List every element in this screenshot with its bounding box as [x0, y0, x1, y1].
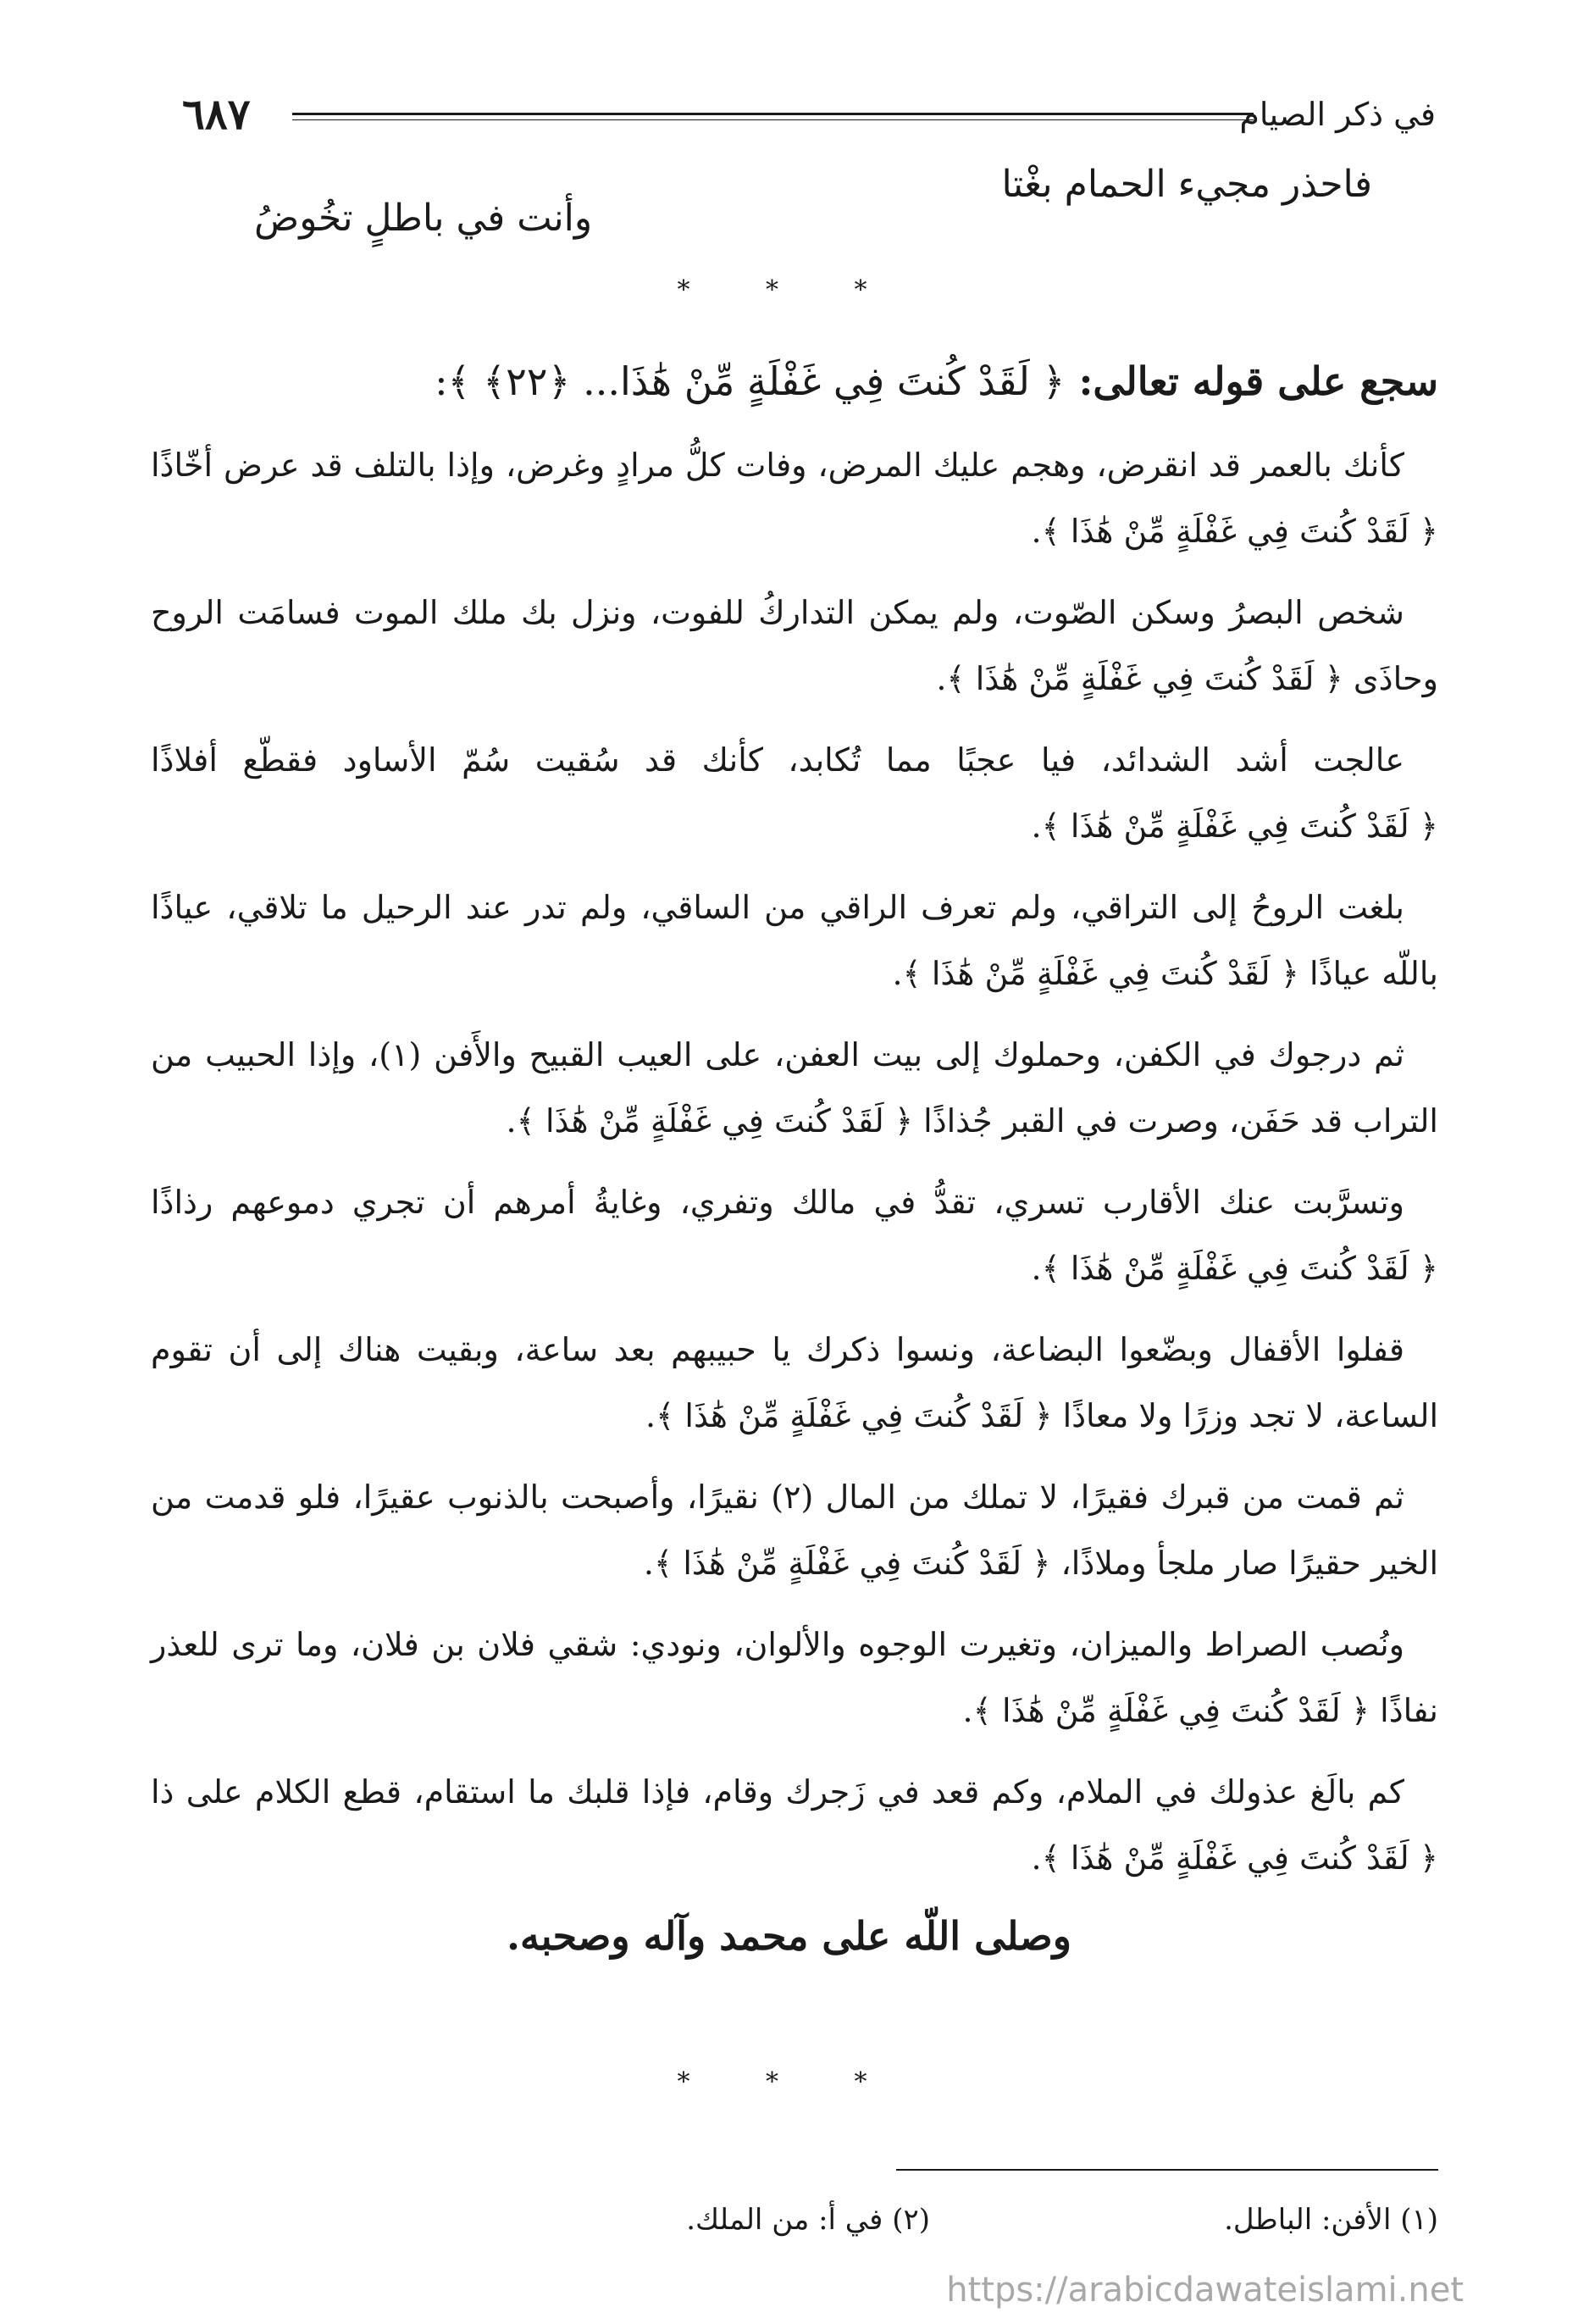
- paragraph: ثم قمت من قبرك فقيرًا، لا تملك من المال (٢) نقيرًا، وأصبحت بالذنوب عقيرًا، فلو قدمت من الخير حقيرًا صار ملجأ وملاذًا، ﴿ لَقَدْ كُنتَ فِي غَفْلَةٍ مِّنْ هَٰذَا ﴾.: [151, 1478, 1438, 1582]
- heading-label: سجع على قوله تعالى:: [1078, 358, 1438, 404]
- verse-first-hemistich: فاحذر مجيء الحمام بغْتا: [1001, 163, 1372, 206]
- quran-quote: ﴿ لَقَدْ كُنتَ فِي غَفْلَةٍ مِّنْ هَٰذَا ﴾.: [1031, 513, 1438, 550]
- quran-quote: ﴿ لَقَدْ كُنتَ فِي غَفْلَةٍ مِّنْ هَٰذَا ﴾.: [936, 660, 1343, 697]
- quran-quote: ﴿ لَقَدْ كُنتَ فِي غَفْلَةٍ مِّنْ هَٰذَا ﴾.: [1031, 1250, 1438, 1287]
- section-heading: [151, 352, 1438, 411]
- paragraph: كأنك بالعمر قد انقرض، وهجم عليك المرض، وفات كلُّ مرادٍ وغرض، وإذا بالتلف قد عرض أخّاذًا ﴿ لَقَدْ كُنتَ فِي غَفْلَةٍ مِّنْ هَٰذَا ﴾.: [151, 446, 1438, 550]
- paragraph: ثم درجوك في الكفن، وحملوك إلى بيت العفن، على العيب القبيح والأَفن (١)، وإذا الحبيب من التراب قد حَفَن، وصرت في القبر جُذاذًا ﴿ لَقَدْ كُنتَ فِي غَفْلَةٍ مِّنْ هَٰذَا ﴾.: [151, 1036, 1438, 1140]
- page-number: ٦٨٧: [182, 89, 251, 139]
- body-text: [151, 432, 1438, 1906]
- quran-quote: ﴿ لَقَدْ كُنتَ فِي غَفْلَةٍ مِّنْ هَٰذَا ﴾.: [1031, 1839, 1438, 1877]
- quran-quote: ﴿ لَقَدْ كُنتَ فِي غَفْلَةٍ مِّنْ هَٰذَا ﴾.: [892, 955, 1299, 992]
- verse-second-hemistich: وأنت في باطلٍ تخُوضُ: [254, 197, 593, 240]
- paragraph: بلغت الروحُ إلى التراقي، ولم تعرف الراقي من الساقي، ولم تدر عند الرحيل ما تلاقي، عياذًا باللّه عياذًا ﴿ لَقَدْ كُنتَ فِي غَفْلَةٍ مِّنْ هَٰذَا ﴾.: [151, 889, 1438, 992]
- section-separator-end: * * *: [677, 2067, 901, 2097]
- running-title: في ذكر الصيام: [1239, 96, 1436, 133]
- watermark-url: https://arabicdawateislami.net: [946, 2271, 1464, 2310]
- closing-prayer: وصلى اللّه على محمد وآله وصحبه.: [507, 1913, 1071, 1959]
- paragraph: عالجت أشد الشدائد، فيا عجبًا مما تُكابد، كأنك قد سُقيت سُمّ الأساود فقطّع أفلاذًا ﴿ لَقَدْ كُنتَ فِي غَفْلَةٍ مِّنْ هَٰذَا ﴾.: [151, 741, 1438, 845]
- quran-quote: ﴿ لَقَدْ كُنتَ فِي غَفْلَةٍ مِّنْ هَٰذَا ﴾.: [645, 1397, 1053, 1434]
- quran-quote: ﴿ لَقَدْ كُنتَ فِي غَفْلَةٍ مِّنْ هَٰذَا ﴾.: [962, 1692, 1370, 1729]
- quran-quote: ﴿ لَقَدْ كُنتَ فِي غَفْلَةٍ مِّنْ هَٰذَا ﴾.: [506, 1102, 914, 1140]
- paragraph: شخص البصرُ وسكن الصّوت، ولم يمكن التداركُ للفوت، ونزل بك ملك الموت فسامَت الروح وحاذَى ﴿ لَقَدْ كُنتَ فِي غَفْلَةٍ مِّنْ هَٰذَا ﴾.: [151, 594, 1438, 697]
- footnote-divider: [896, 2169, 1438, 2171]
- header-rule-thin: [292, 119, 1254, 120]
- section-separator: * * *: [677, 275, 901, 305]
- footnotes: [422, 2199, 1438, 2249]
- paragraph: قفلوا الأقفال وبضّعوا البضاعة، ونسوا ذكرك يا حبيبهم بعد ساعة، وبقيت هناك إلى أن تقوم الساعة، لا تجد وزرًا ولا معاذًا ﴿ لَقَدْ كُنتَ فِي غَفْلَةٍ مِّنْ هَٰذَا ﴾.: [151, 1331, 1438, 1434]
- quran-quote: ﴿ لَقَدْ كُنتَ فِي غَفْلَةٍ مِّنْ هَٰذَا ﴾.: [1031, 807, 1438, 845]
- paragraph: وتسرَّبت عنك الأقارب تسري، تقدُّ في مالك وتفري، وغايةُ أمرهم أن تجري دموعهم رذاذًا ﴿ لَقَدْ كُنتَ فِي غَفْلَةٍ مِّنْ هَٰذَا ﴾.: [151, 1184, 1438, 1287]
- poem-verse: [254, 161, 1372, 254]
- paragraph: ونُصب الصراط والميزان، وتغيرت الوجوه والألوان، ونودي: شقي فلان بن فلان، وما ترى للعذر نفاذًا ﴿ لَقَدْ كُنتَ فِي غَفْلَةٍ مِّنْ هَٰذَا ﴾.: [151, 1626, 1438, 1729]
- footnote-1: (١) الأفن: الباطل.: [1224, 2203, 1438, 2237]
- footnote-2: (٢) في أ: من الملك.: [686, 2203, 930, 2237]
- page-header: [182, 89, 1436, 140]
- header-rule: [292, 113, 1254, 115]
- quran-quote: ﴿ لَقَدْ كُنتَ فِي غَفْلَةٍ مِّنْ هَٰذَا ﴾.: [643, 1545, 1051, 1582]
- heading-quran-quote: ﴿ لَقَدْ كُنتَ فِي غَفْلَةٍ مِّنْ هَٰذَا... ﴿٢٢﴾ ﴾:: [435, 358, 1066, 404]
- paragraph: كم بالَغ عذولك في الملام، وكم قعد في زَجرك وقام، فإذا قلبك ما استقام، قطع الكلام على ذا ﴿ لَقَدْ كُنتَ فِي غَفْلَةٍ مِّنْ هَٰذَا ﴾.: [151, 1773, 1438, 1877]
